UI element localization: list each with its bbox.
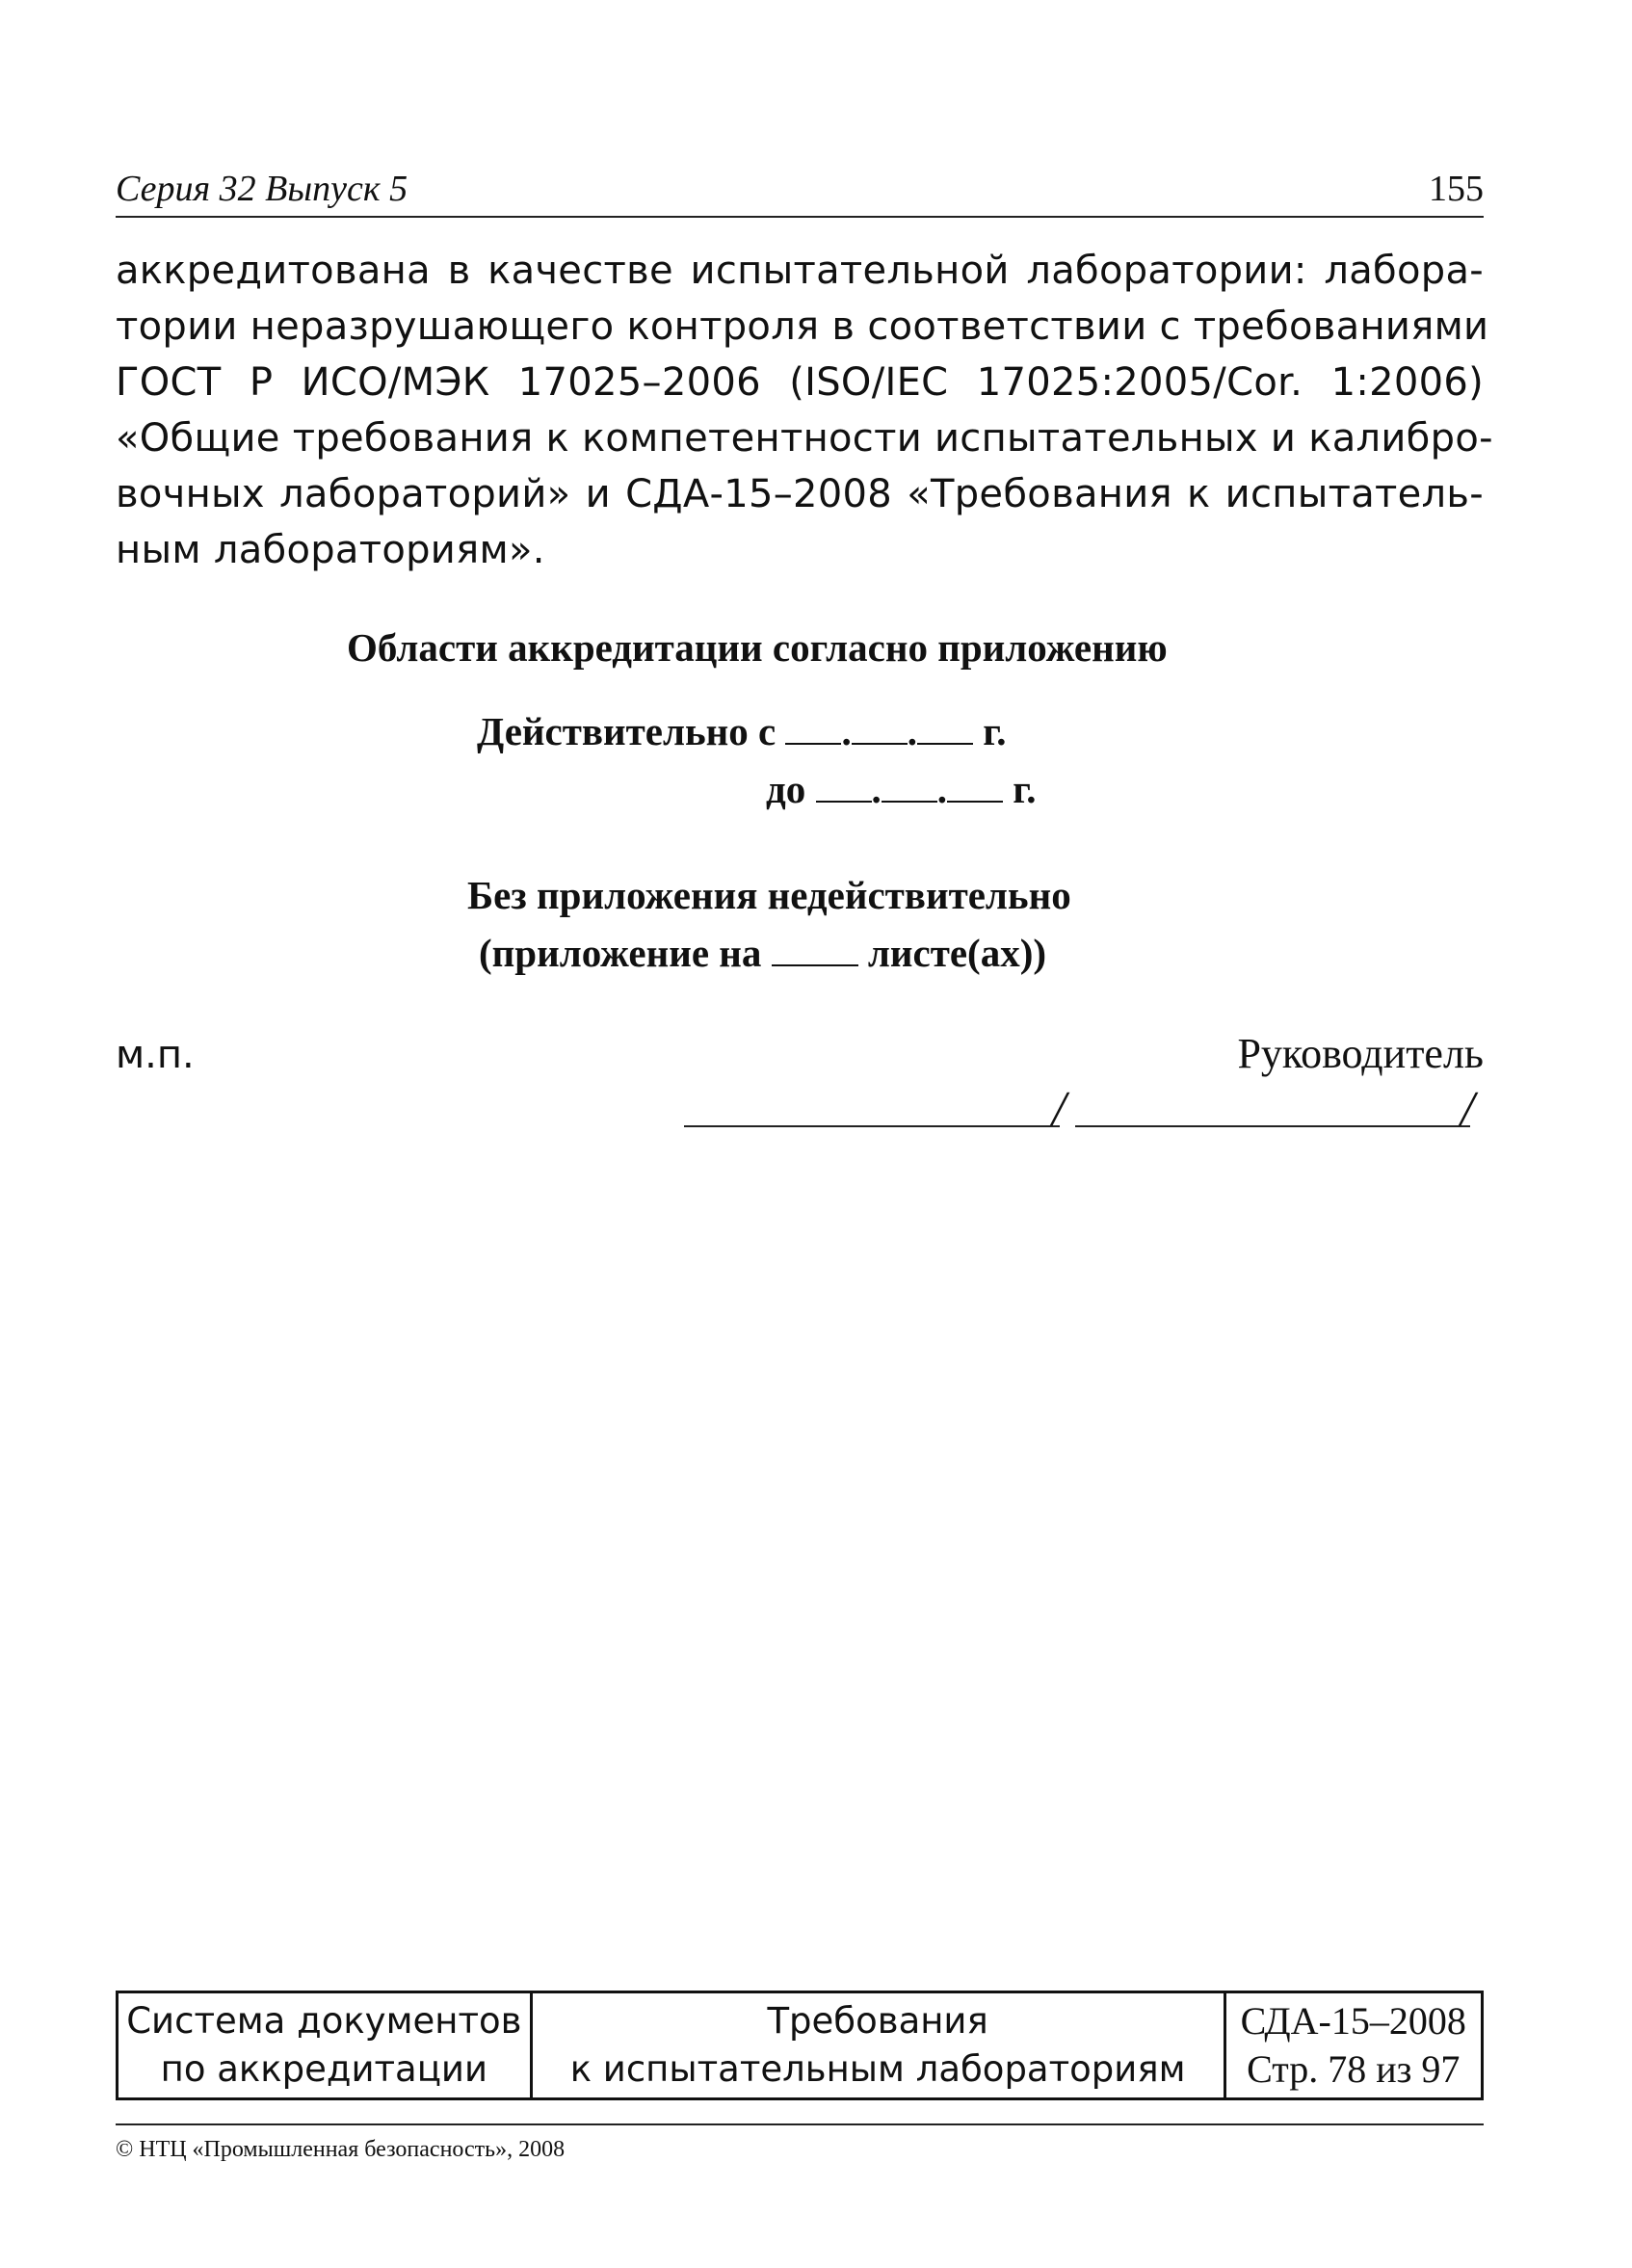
body-line: аккредитована в качестве испытательной лаборатории: лабора- [116, 249, 1484, 293]
seal-place: м.п. [116, 1033, 195, 1077]
appendix-sheets-line [479, 930, 1046, 976]
footer-text: Стр. 78 из 97 [1247, 2047, 1461, 2091]
footer-text: Требования [767, 2000, 988, 2042]
series-title: Серия 32 Выпуск 5 [116, 169, 408, 209]
body-paragraph [116, 243, 1493, 578]
month-blank [852, 714, 908, 745]
valid-until-label: до [766, 767, 806, 811]
year-suffix: г. [1013, 767, 1037, 811]
year-suffix: г. [983, 709, 1007, 753]
bottom-rule [116, 2123, 1484, 2125]
valid-from-label: Действительно с [477, 709, 777, 753]
manager-label: Руководитель [1237, 1030, 1484, 1077]
day-blank [816, 772, 872, 803]
body-line: «Общие требования к компетентности испытательных и калибро- [116, 416, 1493, 461]
footer-code-cell [1224, 1992, 1482, 2099]
footer-system-cell [118, 1992, 532, 2099]
day-blank [785, 714, 841, 745]
body-line: тории неразрушающего контроля в соответствии с требованиями [116, 304, 1489, 349]
invalid-without-appendix: Без приложения недействительно [467, 873, 1071, 917]
footer-text: по аккредитации [160, 2048, 487, 2090]
footer-text: Система документов [126, 2000, 522, 2042]
body-line: ГОСТ Р ИСО/МЭК 17025–2006 (ISO/IEC 17025:2005/Cor. 1:2006) [116, 360, 1484, 405]
footer-title-cell [531, 1992, 1224, 2099]
copyright: © НТЦ «Промышленная безопасность», 2008 [116, 2137, 566, 2162]
footer-text: СДА-15–2008 [1240, 1999, 1466, 2043]
sheets-prefix: (приложение на [479, 931, 762, 975]
page-number: 155 [1429, 169, 1484, 209]
sheets-count-blank [772, 936, 858, 966]
name-line [1075, 1125, 1470, 1127]
body-line: ным лабораториям». [116, 528, 545, 572]
valid-from-line: Действительно с . . г. [477, 709, 1007, 753]
year-blank [917, 714, 973, 745]
month-blank [882, 772, 937, 803]
valid-until-line: до . . г. [766, 767, 1037, 811]
year-blank [947, 772, 1003, 803]
document-footer-table [116, 1991, 1484, 2100]
running-header [116, 166, 1484, 218]
accreditation-areas-heading: Области аккредитации согласно приложению [347, 625, 1168, 670]
footer-text: к испытательным лабораториям [569, 2048, 1186, 2090]
slash-divider: / [1052, 1082, 1066, 1137]
slash-divider: / [1461, 1082, 1475, 1137]
body-line: вочных лабораторий» и СДА-15–2008 «Требования к испытатель- [116, 472, 1484, 516]
signature-line [684, 1125, 1060, 1127]
sheets-suffix: листе(ах)) [867, 931, 1047, 975]
